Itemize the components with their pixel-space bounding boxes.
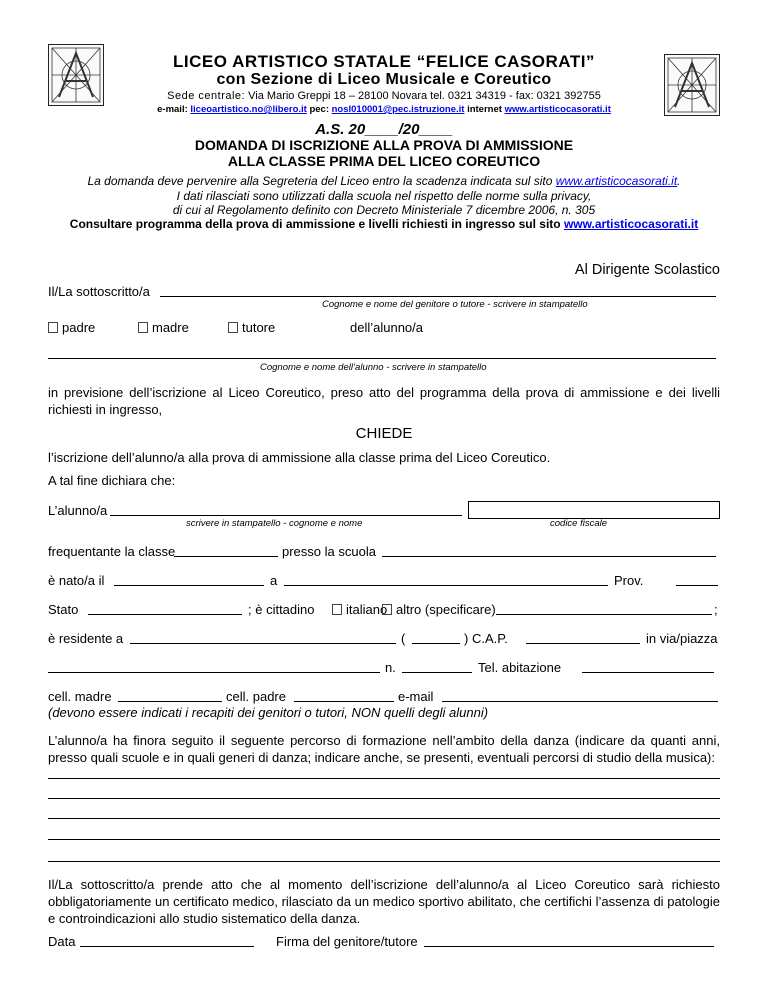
number-field[interactable] bbox=[402, 672, 472, 673]
school-name: LICEO ARTISTICO STATALE “FELICE CASORATI” bbox=[173, 52, 595, 71]
student-field[interactable] bbox=[48, 358, 716, 359]
cap-label: ) C.A.P. bbox=[464, 631, 508, 646]
prov-field[interactable] bbox=[676, 585, 718, 586]
option-padre-label: padre bbox=[62, 320, 96, 335]
premise-text: in previsione dell’iscrizione al Liceo Coreutico, preso atto del programma della prova di ammissione e dei livelli richiesti in ingresso, bbox=[48, 385, 720, 417]
option-italian[interactable] bbox=[332, 602, 387, 617]
birth-place-field[interactable] bbox=[284, 585, 608, 586]
home-phone-field[interactable] bbox=[582, 672, 714, 673]
note-deadline bbox=[0, 174, 768, 188]
note-program-link[interactable]: www.artisticocasorati.it bbox=[563, 217, 699, 231]
signature-field[interactable] bbox=[424, 946, 714, 947]
state-field[interactable] bbox=[88, 614, 242, 615]
residence-city-field[interactable] bbox=[130, 643, 396, 644]
father-cell-label: cell. padre bbox=[226, 689, 286, 704]
school-year: A.S. 20____/20____ bbox=[315, 121, 453, 138]
request-text: l’iscrizione dell’alunno/a alla prova di ammissione alla classe prima del Liceo Coreutico. bbox=[48, 450, 551, 465]
school-section: con Sezione di Liceo Musicale e Coreutico bbox=[216, 71, 552, 88]
street-label: in via/piazza bbox=[646, 631, 718, 646]
medical-text: Il/La sottoscritto/a prende atto che al momento dell’iscrizione dell’alunno/a al Liceo Coreutico sarà richiesto obbligatoriamente un certificato medico, rilasciato da un medico sportivo abilitato, che certifichi l’assenza di patologie e controindicazioni allo studio sistematico della danza. bbox=[48, 877, 720, 926]
school-field[interactable] bbox=[382, 556, 716, 557]
birth-date-field[interactable] bbox=[114, 585, 264, 586]
checkbox-icon bbox=[382, 604, 392, 615]
resident-label: è residente a bbox=[48, 631, 124, 646]
school-address bbox=[0, 90, 768, 102]
email-link[interactable]: liceoartistico.no@libero.it bbox=[190, 104, 307, 115]
signature-label: Firma del genitore/tutore bbox=[276, 934, 418, 949]
undersigned-field[interactable] bbox=[160, 296, 716, 297]
path-line-5[interactable] bbox=[48, 861, 720, 862]
mother-cell-field[interactable] bbox=[118, 701, 222, 702]
student-label: L’alunno/a bbox=[48, 503, 108, 518]
state-label: Stato bbox=[48, 602, 79, 617]
option-other-label: altro (specificare) bbox=[396, 602, 496, 617]
street-field[interactable] bbox=[48, 672, 380, 673]
path-line-2[interactable] bbox=[48, 798, 720, 799]
citizen-label: ; è cittadino bbox=[248, 602, 315, 617]
hq-label: Sede centrale: bbox=[167, 90, 246, 102]
note-deadline-text: La domanda deve pervenire alla Segreteria del Liceo entro la scadenza indicata sul sito bbox=[87, 174, 556, 188]
option-tutore[interactable] bbox=[228, 320, 275, 335]
undersigned-label: Il/La sottoscritto/a bbox=[48, 284, 150, 299]
checkbox-icon bbox=[138, 322, 148, 333]
number-label: n. bbox=[385, 660, 396, 675]
school-label: presso la scuola bbox=[282, 544, 376, 559]
chiede-heading: CHIEDE bbox=[355, 425, 413, 442]
title-line2: ALLA CLASSE PRIMA DEL LICEO COREUTICO bbox=[227, 153, 541, 169]
state-semicolon: ; bbox=[714, 602, 718, 617]
father-cell-field[interactable] bbox=[294, 701, 394, 702]
tax-code-field[interactable] bbox=[468, 501, 720, 519]
declares-text: A tal fine dichiara che: bbox=[48, 473, 176, 488]
student-name-caption: scrivere in stampatello - cognome e nome bbox=[186, 518, 363, 529]
option-madre[interactable] bbox=[138, 320, 189, 335]
checkbox-icon bbox=[48, 322, 58, 333]
note-program bbox=[0, 217, 768, 231]
pec-label: pec: bbox=[306, 104, 332, 115]
path-line-1[interactable] bbox=[48, 778, 720, 779]
tax-code-caption: codice fiscale bbox=[550, 518, 608, 529]
note-program-text: Consultare programma della prova di ammissione e livelli richiesti in ingresso sul sito bbox=[69, 217, 564, 231]
contacts-note: (devono essere indicati i recapiti dei genitori o tutori, NON quelli degli alunni) bbox=[48, 705, 489, 720]
student-name-field[interactable] bbox=[110, 515, 462, 516]
class-label: frequentante la classe bbox=[48, 544, 176, 559]
checkbox-icon bbox=[228, 322, 238, 333]
mother-cell-label: cell. madre bbox=[48, 689, 112, 704]
note-deadline-end: . bbox=[677, 174, 681, 188]
title-line1: DOMANDA DI ISCRIZIONE ALLA PROVA DI AMMISSIONE bbox=[194, 137, 574, 153]
website-link[interactable]: www.artisticocasorati.it bbox=[504, 104, 611, 115]
undersigned-caption: Cognome e nome del genitore o tutore - scrivere in stampatello bbox=[322, 299, 588, 310]
other-citizenship-field[interactable] bbox=[496, 614, 712, 615]
option-other[interactable] bbox=[382, 602, 496, 617]
recipient: Al Dirigente Scolastico bbox=[574, 262, 720, 278]
internet-label: internet bbox=[464, 104, 505, 115]
note-decree: di cui al Regolamento definito con Decreto Ministeriale 7 dicembre 2006, n. 305 bbox=[172, 203, 596, 217]
option-madre-label: madre bbox=[152, 320, 189, 335]
student-caption: Cognome e nome dell’alunno - scrivere in stampatello bbox=[260, 362, 487, 373]
email-field[interactable] bbox=[442, 701, 718, 702]
path-intro: L’alunno/a ha finora seguito il seguente percorso di formazione nell’ambito della danza (indicare da quanti anni, presso quali scuole e in quali generi di danza; indicare anche, se presenti, eventuali percorsi di studio della musica): bbox=[48, 733, 720, 765]
path-line-4[interactable] bbox=[48, 839, 720, 840]
date-field[interactable] bbox=[80, 946, 254, 947]
date-label: Data bbox=[48, 934, 76, 949]
born-label: è nato/a il bbox=[48, 573, 105, 588]
born-at-label: a bbox=[270, 573, 278, 588]
option-tutore-label: tutore bbox=[242, 320, 276, 335]
email-label: e-mail: bbox=[157, 104, 191, 115]
pec-link[interactable]: nosl010001@pec.istruzione.it bbox=[331, 104, 465, 115]
email-label-field: e-mail bbox=[398, 689, 434, 704]
note-deadline-link[interactable]: www.artisticocasorati.it bbox=[555, 174, 678, 188]
of-student-label: dell’alunno/a bbox=[350, 320, 424, 335]
school-contacts bbox=[0, 104, 768, 115]
cap-field[interactable] bbox=[526, 643, 640, 644]
home-phone-label: Tel. abitazione bbox=[478, 660, 562, 675]
note-privacy: I dati rilasciati sono utilizzati dalla scuola nel rispetto delle norme sulla privacy, bbox=[176, 189, 592, 203]
paren-open: ( bbox=[401, 631, 406, 646]
option-italian-label: italiano bbox=[346, 602, 388, 617]
checkbox-icon bbox=[332, 604, 342, 615]
hq-address: Via Mario Greppi 18 – 28100 Novara tel. 0321 34319 - fax: 0321 392755 bbox=[245, 90, 601, 102]
option-padre[interactable] bbox=[48, 320, 95, 335]
path-line-3[interactable] bbox=[48, 818, 720, 819]
residence-prov-field[interactable] bbox=[412, 643, 460, 644]
prov-label: Prov. bbox=[614, 573, 644, 588]
class-field[interactable] bbox=[174, 556, 278, 557]
